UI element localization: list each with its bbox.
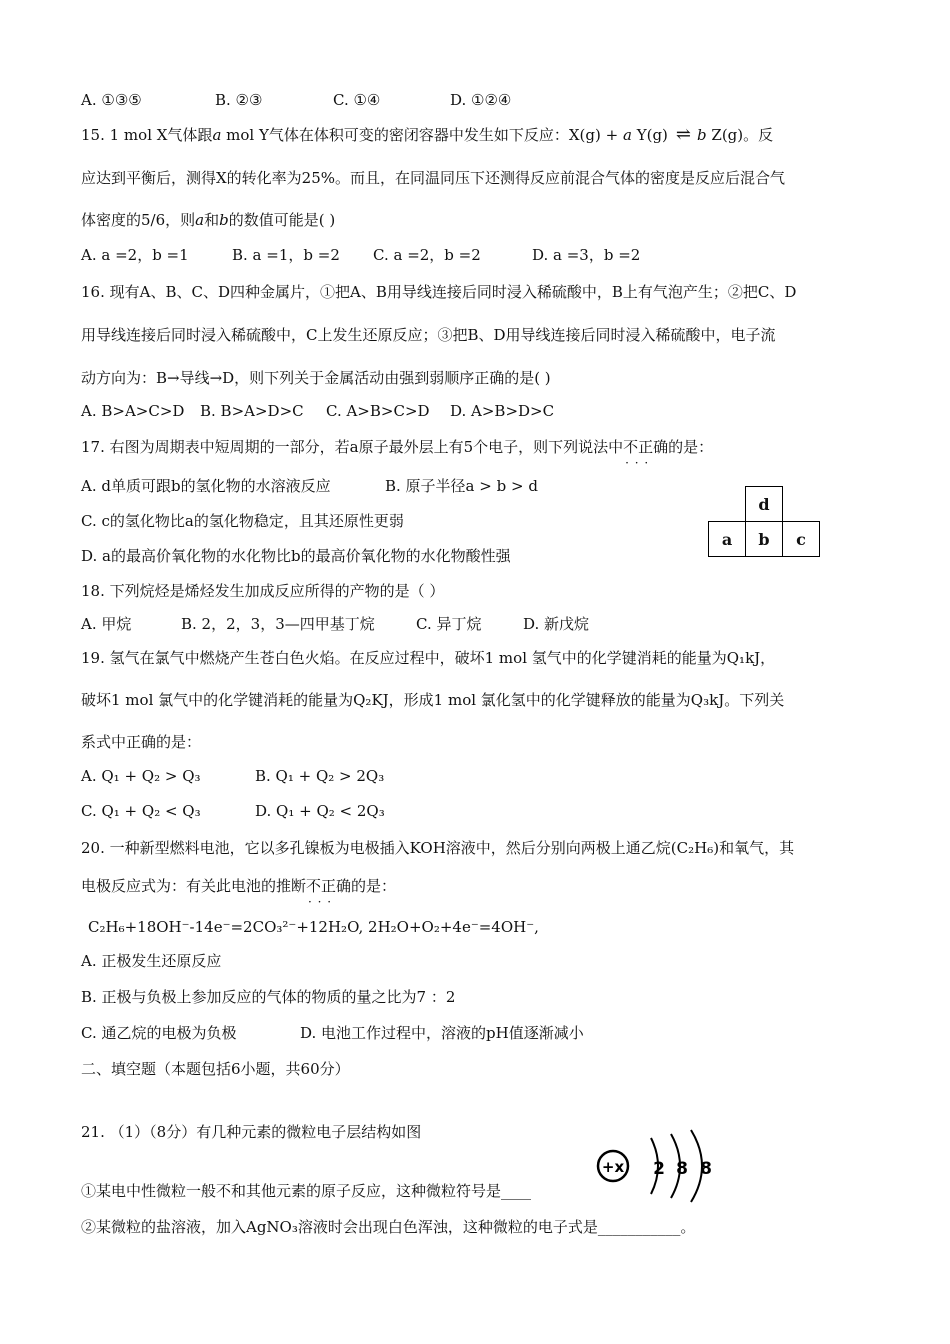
q15-option-b: B. a =1，b =2 — [232, 246, 340, 264]
equilibrium-arrow-icon: ⇌ — [675, 124, 692, 145]
q16-line-2: 用导线连接后同时浸入稀硫酸中，C上发生还原反应；③把B、D用导线连接后同时浸入稀硫酸中，电子流 — [81, 326, 776, 344]
shell-1-electrons: 2 — [653, 1159, 665, 1179]
q20-option-b: B. 正极与负极上参加反应的气体的物质的量之比为7 ：2 — [81, 988, 456, 1006]
q19-option-d: D. Q₁ + Q₂ < 2Q₃ — [255, 802, 385, 820]
q18-option-d: D. 新戊烷 — [523, 615, 590, 633]
electron-shell-diagram — [593, 1128, 723, 1204]
q14-option-c: C. ①④ — [333, 91, 381, 109]
q19-option-a: A. Q₁ + Q₂ > Q₃ — [81, 767, 201, 785]
q16-option-a: A. B>A>C>D — [81, 402, 185, 420]
q19-option-b: B. Q₁ + Q₂ > 2Q₃ — [255, 767, 385, 785]
q15-option-c: C. a =2，b =2 — [373, 246, 481, 264]
q20-option-d: D. 电池工作过程中，溶液的pH值逐渐减小 — [300, 1024, 584, 1042]
q20-line-1: 20. 一种新型燃料电池，它以多孔镍板为电极插入KOH溶液中，然后分别向两极上通乙烷(C₂H₆)和氧气，其 — [81, 839, 795, 857]
q16-line-1: 16. 现有A、B、C、D四种金属片，①把A、B用导线连接后同时浸入稀硫酸中，B上有气泡产生；②把C、D — [81, 283, 797, 301]
element-cell-c: c — [783, 522, 820, 557]
q17-option-a: A. d单质可跟b的氢化物的水溶液反应 — [81, 477, 331, 495]
q17-emphasis: 不正确 · · · — [623, 437, 668, 457]
q18-option-b: B. 2，2，3，3—四甲基丁烷 — [181, 615, 375, 633]
q16-option-c: C. A>B>C>D — [326, 402, 430, 420]
q15-line-1: 15. 1 mol X气体跟a mol Y气体在体积可变的密闭容器中发生如下反应：X(g) + a Y(g) ⇌ b Z(g)。反 — [81, 124, 774, 145]
q19-option-c: C. Q₁ + Q₂ < Q₃ — [81, 802, 201, 820]
q20-emphasis: 不正确 · · · — [306, 876, 351, 896]
q14-option-a: A. ①③⑤ — [81, 91, 142, 109]
shell-2-electrons: 8 — [676, 1159, 688, 1179]
q17-option-b: B. 原子半径a > b > d — [385, 477, 538, 495]
nucleus-charge: +x — [601, 1158, 625, 1176]
q14-option-b: B. ②③ — [215, 91, 263, 109]
shell-3-electrons: 8 — [700, 1159, 712, 1179]
section-2-title: 二、填空题（本题包括6小题，共60分） — [81, 1060, 350, 1078]
q15-line-3: 体密度的5/6，则a和b的数值可能是( ) — [81, 211, 336, 229]
q15-option-a: A. a =2，b =1 — [81, 246, 189, 264]
q17-option-d: D. a的最高价氧化物的水化物比b的最高价氧化物的水化物酸性强 — [81, 547, 511, 565]
periodic-table-fragment — [708, 486, 820, 557]
q21-line-3: ②某微粒的盐溶液，加入AgNO₃溶液时会出现白色浑浊，这种微粒的电子式是___________。 — [81, 1218, 696, 1236]
q15-line-2: 应达到平衡后，测得X的转化率为25%。而且，在同温同压下还测得反应前混合气体的密度是反应后混合气 — [81, 169, 786, 187]
q20-option-c: C. 通乙烷的电极为负极 — [81, 1024, 237, 1042]
element-cell-d: d — [746, 487, 783, 522]
q19-line-1: 19. 氢气在氯气中燃烧产生苍白色火焰。在反应过程中，破坏1 mol 氢气中的化学键消耗的能量为Q₁kJ， — [81, 649, 776, 667]
q19-line-2: 破坏1 mol 氯气中的化学键消耗的能量为Q₂KJ，形成1 mol 氯化氢中的化学键释放的能量为Q₃kJ。下列关 — [81, 691, 785, 709]
q20-option-a: A. 正极发生还原反应 — [81, 952, 222, 970]
q16-option-d: D. A>B>D>C — [450, 402, 555, 420]
q17-option-c: C. c的氢化物比a的氢化物稳定，且其还原性更弱 — [81, 512, 404, 530]
q20-line-2: 电极反应式为：有关此电池的推断不正确 · · ·的是： — [81, 876, 396, 896]
element-cell-b: b — [746, 522, 783, 557]
q16-line-3: 动方向为：B→导线→D，则下列关于金属活动由强到弱顺序正确的是( ) — [81, 369, 551, 387]
q18-option-a: A. 甲烷 — [81, 615, 132, 633]
q14-option-d: D. ①②④ — [450, 91, 512, 109]
q21-line-2: ①某电中性微粒一般不和其他元素的原子反应，这种微粒符号是____ — [81, 1182, 532, 1200]
q21-line-1: 21. （1）（8分）有几种元素的微粒电子层结构如图 — [81, 1123, 422, 1141]
q20-equations: C₂H₆+18OH⁻-14e⁻=2CO₃²⁻+12H₂O, 2H₂O+O₂+4e⁻=4OH⁻, — [88, 918, 539, 936]
q16-option-b: B. B>A>D>C — [200, 402, 304, 420]
element-cell-a: a — [709, 522, 746, 557]
q15-option-d: D. a =3，b =2 — [532, 246, 641, 264]
q17-stem: 17. 右图为周期表中短周期的一部分，若a原子最外层上有5个电子，则下列说法中不正确 · · ·的是： — [81, 437, 713, 457]
q19-line-3: 系式中正确的是： — [81, 733, 202, 751]
q18-stem: 18. 下列烷烃是烯烃发生加成反应所得的产物的是（ ） — [81, 582, 445, 600]
q18-option-c: C. 异丁烷 — [416, 615, 482, 633]
